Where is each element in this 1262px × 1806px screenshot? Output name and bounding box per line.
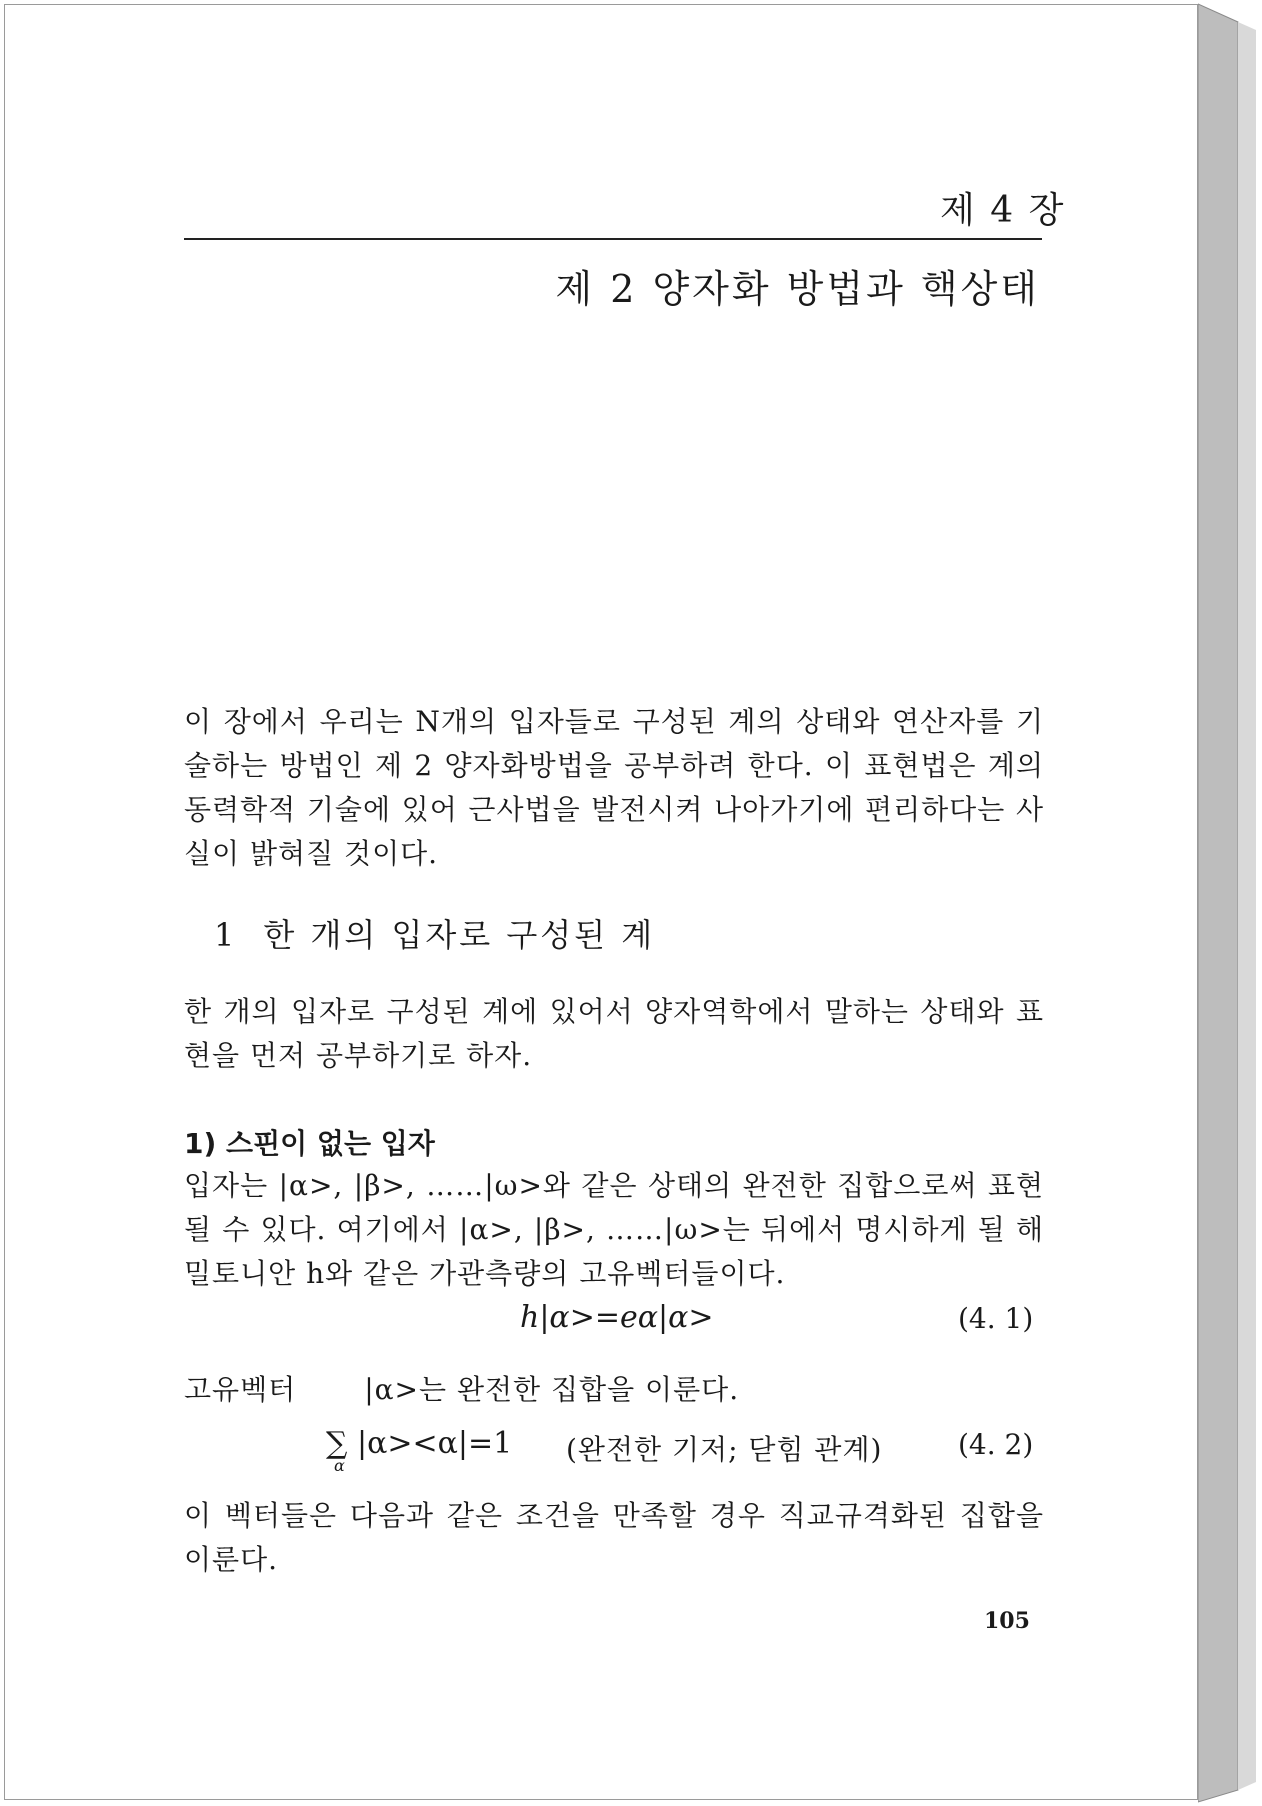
page-number: 105 (984, 1608, 1030, 1634)
equation-number-4-2: (4. 2) (958, 1428, 1034, 1461)
equation-4-2 (326, 1426, 513, 1475)
equation-number-4-1: (4. 1) (958, 1302, 1034, 1335)
subsection-paragraph: 입자는 |α>, |β>, ……|ω>와 같은 상태의 완전한 집합으로써 표현될 수 있다. 여기에서 |α>, |β>, ……|ω>는 뒤에서 명시하게 될 해밀토니안 h와 같은 가관측량의 고유벡터들이다. (184, 1169, 1044, 1290)
eigenvector-label: 고유벡터 (184, 1373, 297, 1406)
eigenvector-line (184, 1368, 739, 1408)
equation-4-2-note: (완전한 기저; 닫힘 관계) (566, 1433, 883, 1466)
chapter-title: 제 2 양자화 방법과 핵상태 (555, 267, 1040, 311)
equation-4-1: h|α>=eα|α> (520, 1300, 714, 1335)
section-paragraph: 한 개의 입자로 구성된 계에 있어서 양자역학에서 말하는 상태와 표현을 먼저 공부하기로 하자. (184, 995, 1044, 1072)
subsection-heading: 1) 스핀이 없는 입자 (184, 1127, 435, 1160)
section-number: 1 (214, 916, 238, 954)
sum-symbol: ∑ α (326, 1426, 348, 1475)
intro-paragraph: 이 장에서 우리는 N개의 입자들로 구성된 계의 상태와 연산자를 기술하는 방법인 제 2 양자화방법을 공부하려 한다. 이 표현법은 계의 동력학적 기술에 있어 근사법을 발전시켜 나아가기에 편리하다는 사실이 밝혀질 것이다. (184, 705, 1044, 870)
eigenvector-text: |α>는 완전한 집합을 이룬다. (364, 1373, 740, 1406)
chapter-label: 제 4 장 (940, 190, 1066, 231)
sum-subscript: α (334, 1456, 345, 1475)
equation-4-2-body: |α><α|=1 (356, 1426, 513, 1461)
header-rule (184, 238, 1042, 240)
closing-paragraph: 이 벡터들은 다음과 같은 조건을 만족할 경우 직교규격화된 집합을 이룬다. (184, 1499, 1044, 1576)
page-side-edge (1198, 0, 1262, 1806)
section-heading (214, 910, 655, 956)
section-title: 한 개의 입자로 구성된 계 (263, 916, 656, 954)
